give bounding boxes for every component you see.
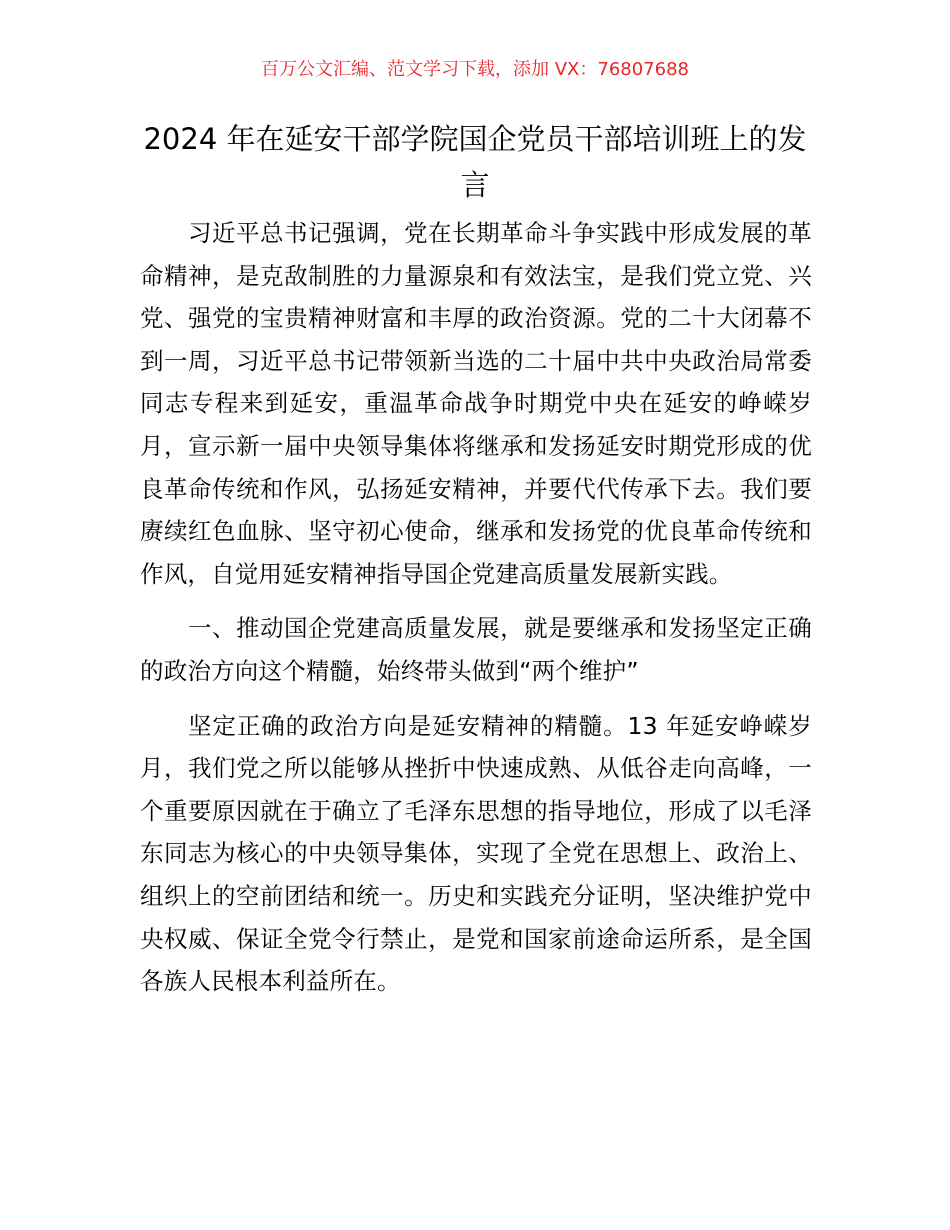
paragraph-intro: 习近平总书记强调，党在长期革命斗争实践中形成发展的革命精神，是克敌制胜的力量源泉和有效法宝，是我们党立党、兴党、强党的宝贵精神财富和丰厚的政治资源。党的二十大闭幕不到一周，习近平总书记带领新当选的二十届中共中央政治局常委同志专程来到延安，重温革命战争时期党中央在延安的峥嵘岁月，宣示新一届中央领导集体将继承和发扬延安时期党形成的优良革命传统和作风，弘扬延安精神，并要代代传承下去。我们要赓续红色血脉、坚守初心使命，继承和发扬党的优良革命传统和作风，自觉用延安精神指导国企党建高质量发展新实践。 — [140, 219, 812, 588]
section-heading-1: 一、推动国企党建高质量发展，就是要继承和发扬坚定正确的政治方向这个精髓，始终带头做到“两个维护” — [140, 614, 812, 685]
paragraph-section-1: 坚定正确的政治方向是延安精神的精髓。13 年延安峥嵘岁月，我们党之所以能够从挫折中快速成熟、从低谷走向高峰，一个重要原因就在于确立了毛泽东思想的指导地位，形成了以毛泽东同志为核心的中央领导集体，实现了全党在思想上、政治上、组织上的空前团结和统一。历史和实践充分证明，坚决维护党中央权威、保证全党令行禁止，是党和国家前途命运所系，是全国各族人民根本利益所在。 — [140, 711, 812, 996]
document-title: 2024 年在延安干部学院国企党员干部培训班上的发言 — [143, 122, 807, 202]
watermark-header: 百万公文汇编、范文学习下载，添加 VX：76807688 — [261, 59, 689, 80]
document-body — [140, 212, 812, 1015]
